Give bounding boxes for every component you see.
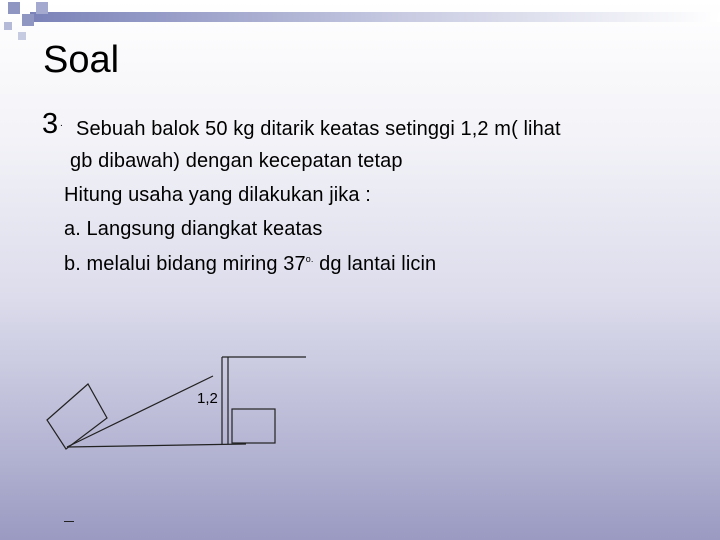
footer-mark bbox=[64, 521, 74, 522]
height-label: 1,2 bbox=[197, 390, 218, 407]
ground-line bbox=[67, 444, 246, 447]
option-b-text: b. melalui bidang miring 37 bbox=[64, 253, 306, 275]
degree-superscript: o. bbox=[305, 254, 314, 264]
slide-title: Soal bbox=[43, 39, 120, 81]
question-line-1: Sebuah balok 50 kg ditarik keatas setinggi 1,2 m( lihat bbox=[76, 118, 561, 140]
question-line-2: gb dibawah) dengan kecepatan tetap bbox=[70, 150, 403, 172]
question-number: 3 bbox=[42, 108, 59, 140]
question-number-dot: . bbox=[60, 118, 63, 129]
question-line-3: Hitung usaha yang dilakukan jika : bbox=[64, 184, 371, 206]
block-on-incline bbox=[47, 384, 107, 449]
option-b-tail: dg lantai licin bbox=[313, 253, 437, 275]
block-vertical bbox=[232, 409, 275, 443]
question-option-a: a. Langsung diangkat keatas bbox=[64, 218, 323, 240]
